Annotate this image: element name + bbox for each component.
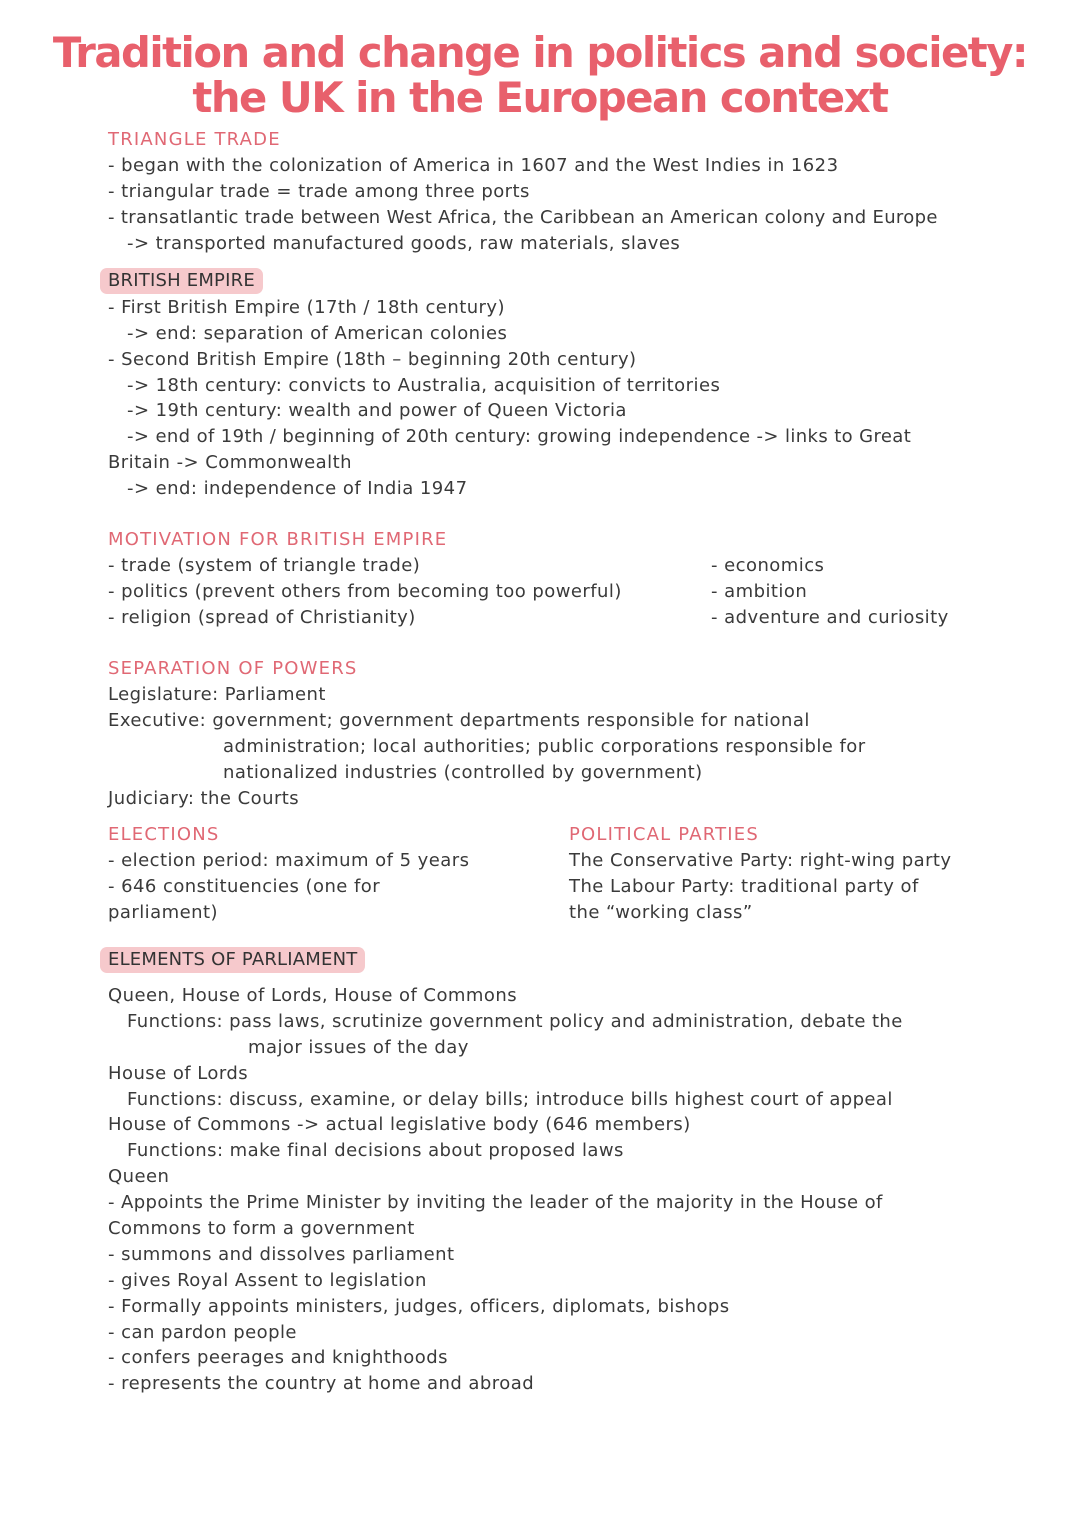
section-heading-elements-of-parliament: ELEMENTS OF PARLIAMENT <box>100 947 365 973</box>
text-line: Queen <box>108 1166 170 1187</box>
page-title-line-1: Tradition and change in politics and society: <box>52 28 1028 77</box>
text-line: -> 19th century: wealth and power of Queen Victoria <box>127 400 627 421</box>
section-heading-separation-of-powers: SEPARATION OF POWERS <box>108 658 358 679</box>
text-line: Executive: government; government departments responsible for national <box>108 710 810 731</box>
text-line: - adventure and curiosity <box>711 607 949 628</box>
text-line: Functions: make final decisions about proposed laws <box>127 1140 624 1161</box>
text-line: administration; local authorities; public corporations responsible for <box>223 736 866 757</box>
text-line: - confers peerages and knighthoods <box>108 1347 448 1368</box>
section-heading-motivation: MOTIVATION FOR BRITISH EMPIRE <box>108 529 448 550</box>
text-line: parliament) <box>108 902 218 923</box>
text-line: - religion (spread of Christianity) <box>108 607 416 628</box>
text-line: - triangular trade = trade among three ports <box>108 181 530 202</box>
page-title-line-2: the UK in the European context <box>192 73 888 122</box>
text-line: House of Lords <box>108 1063 249 1084</box>
text-line: major issues of the day <box>248 1037 469 1058</box>
section-heading-triangle-trade: TRIANGLE TRADE <box>108 129 281 150</box>
text-line: - can pardon people <box>108 1322 297 1343</box>
text-line: Commons to form a government <box>108 1218 415 1239</box>
text-line: -> transported manufactured goods, raw materials, slaves <box>127 233 681 254</box>
text-line: House of Commons -> actual legislative body (646 members) <box>108 1114 691 1135</box>
text-line: -> end: independence of India 1947 <box>127 478 468 499</box>
section-heading-political-parties: POLITICAL PARTIES <box>569 824 760 845</box>
text-line: The Labour Party: traditional party of <box>569 876 919 897</box>
text-line: nationalized industries (controlled by government) <box>223 762 703 783</box>
text-line: - ambition <box>711 581 808 602</box>
text-line: The Conservative Party: right-wing party <box>569 850 952 871</box>
text-line: - Second British Empire (18th – beginning 20th century) <box>108 349 637 370</box>
text-line: - Formally appoints ministers, judges, officers, diplomats, bishops <box>108 1296 730 1317</box>
text-line: -> end of 19th / beginning of 20th century: growing independence -> links to Great <box>127 426 912 447</box>
text-line: - trade (system of triangle trade) <box>108 555 421 576</box>
text-line: - election period: maximum of 5 years <box>108 850 470 871</box>
text-line: - transatlantic trade between West Africa, the Caribbean an American colony and Europe <box>108 207 938 228</box>
text-line: - Appoints the Prime Minister by inviting the leader of the majority in the House of <box>108 1192 883 1213</box>
text-line: - began with the colonization of America in 1607 and the West Indies in 1623 <box>108 155 839 176</box>
text-line: - represents the country at home and abroad <box>108 1373 535 1394</box>
text-line: - economics <box>711 555 825 576</box>
text-line: Functions: discuss, examine, or delay bills; introduce bills highest court of appeal <box>127 1089 893 1110</box>
section-heading-british-empire: BRITISH EMPIRE <box>100 268 263 294</box>
text-line: - First British Empire (17th / 18th century) <box>108 297 505 318</box>
text-line: Queen, House of Lords, House of Commons <box>108 985 518 1006</box>
text-line: Legislature: Parliament <box>108 684 326 705</box>
section-heading-elections: ELECTIONS <box>108 824 220 845</box>
text-line: - summons and dissolves parliament <box>108 1244 455 1265</box>
text-line: the “working class” <box>569 902 753 923</box>
text-line: - politics (prevent others from becoming too powerful) <box>108 581 622 602</box>
text-line: - gives Royal Assent to legislation <box>108 1270 427 1291</box>
text-line: Judiciary: the Courts <box>108 788 300 809</box>
text-line: -> 18th century: convicts to Australia, acquisition of territories <box>127 375 721 396</box>
text-line: Britain -> Commonwealth <box>108 452 352 473</box>
text-line: Functions: pass laws, scrutinize government policy and administration, debate the <box>127 1011 903 1032</box>
text-line: -> end: separation of American colonies <box>127 323 508 344</box>
text-line: - 646 constituencies (one for <box>108 876 381 897</box>
